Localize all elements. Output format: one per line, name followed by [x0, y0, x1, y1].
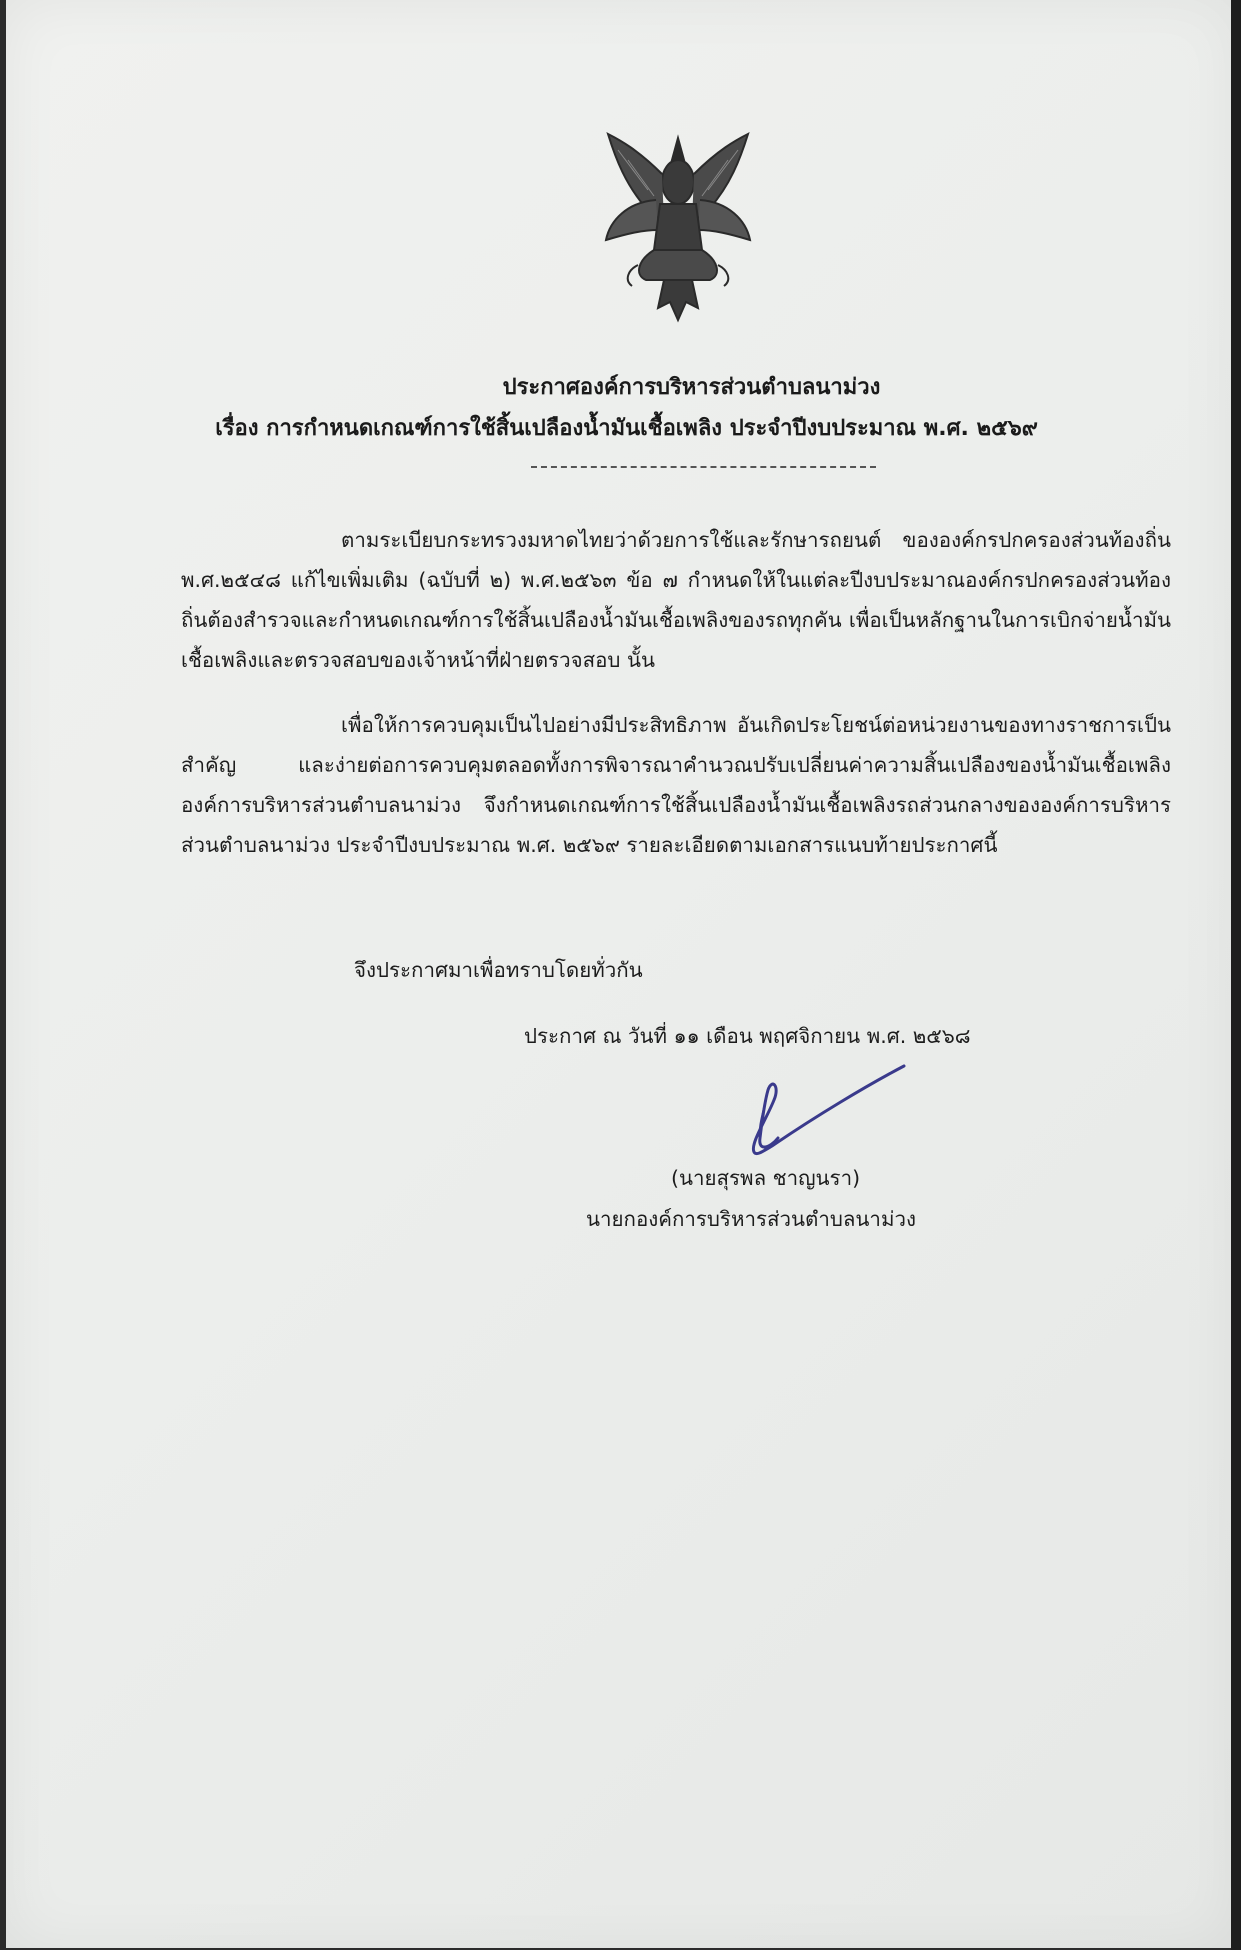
body-paragraph-2: เพื่อให้การควบคุมเป็นไปอย่างมีประสิทธิภาพ อันเกิดประโยชน์ต่อหน่วยงานของทางราชการเป็นสำคัญ และง่ายต่อการควบคุมตลอดทั้งการพิจารณาคำนวณปรับเปลี่ยนค่าความสิ้นเปลืองของน้ำมันเชื้อเพลิง องค์การบริหารส่วนตำบลนาม่วง จึงกำหนดเกณฑ์การใช้สิ้นเปลืองน้ำมันเชื้อเพลิงรถส่วนกลางขององค์การบริหารส่วนตำบลนาม่วง ประจำปีงบประมาณ พ.ศ. ๒๕๖๙ รายละเอียดตามเอกสารแนบท้ายประกาศนี้	[181, 713, 1171, 857]
signature-icon	[736, 1060, 906, 1170]
garuda-emblem-icon	[598, 130, 758, 325]
signer-name: (นายสุรพล ชาญนรา)	[671, 1166, 861, 1190]
body-paragraph-1: ตามระเบียบกระทรวงมหาดไทยว่าด้วยการใช้และรักษารถยนต์ ขององค์กรปกครองส่วนท้องถิ่น พ.ศ.๒๕๔๘ แก้ไขเพิ่มเติม (ฉบับที่ ๒) พ.ศ.๒๕๖๓ ข้อ ๗ กำหนดให้ในแต่ละปีงบประมาณองค์กรปกครองส่วนท้องถิ่นต้องสำรวจและกำหนดเกณฑ์การใช้สิ้นเปลืองน้ำมันเชื้อเพลิงของรถทุกคัน เพื่อเป็นหลักฐานในการเบิกจ่ายน้ำมันเชื้อเพลิงและตรวจสอบของเจ้าหน้าที่ฝ่ายตรวจสอบ นั้น	[181, 528, 1171, 672]
document-subject: เรื่อง การกำหนดเกณฑ์การใช้สิ้นเปลืองน้ำมันเชื้อเพลิง ประจำปีงบประมาณ พ.ศ. ๒๕๖๙	[215, 416, 1038, 441]
document-page	[6, 0, 1232, 1948]
title-divider	[531, 466, 876, 468]
signer-position: นายกองค์การบริหารส่วนตำบลนาม่วง	[586, 1207, 916, 1231]
closing-statement: จึงประกาศมาเพื่อทราบโดยทั่วกัน	[354, 958, 643, 982]
announcement-date: ประกาศ ณ วันที่ ๑๑ เดือน พฤศจิกายน พ.ศ. ๒๕๖๘	[524, 1024, 971, 1048]
page-edge	[1231, 0, 1241, 1950]
document-title: ประกาศองค์การบริหารส่วนตำบลนาม่วง	[502, 375, 881, 400]
